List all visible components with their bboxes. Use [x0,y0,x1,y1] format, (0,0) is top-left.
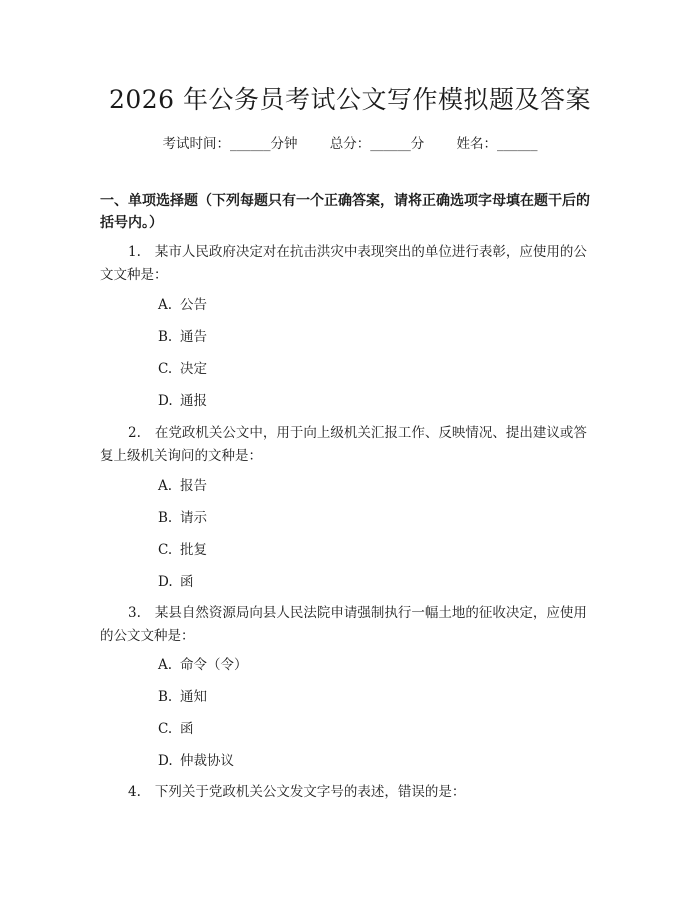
option-d [158,392,207,410]
total-score-unit: 分 [410,136,425,152]
option-letter: D. [158,753,173,769]
option-text: 仲裁协议 [180,753,234,769]
option-a [158,477,207,495]
question-stem [100,241,600,287]
option-d [158,573,194,591]
option-text: 请示 [180,510,207,526]
option-text: 报告 [180,478,207,494]
total-score-field [330,132,425,152]
total-score-blank: ______ [370,136,411,152]
option-text: 通报 [180,393,207,409]
option-text: 公告 [180,297,207,313]
page-title: 2026 年公务员考试公文写作模拟题及答案 [108,85,592,114]
option-letter: A. [158,297,173,313]
section-heading: 一、单项选择题（下列每题只有一个正确答案，请将正确选项字母填在题干后的括号内。） [100,193,590,231]
question-number: 2. [128,425,141,441]
option-text: 命令（令） [180,657,248,673]
question-stem [100,781,600,804]
exam-info-line [0,132,700,152]
question-text: 某市人民政府决定对在抗击洪灾中表现突出的单位进行表彰，应使用的公文文种是： [100,244,587,283]
exam-time-unit: 分钟 [270,136,298,152]
exam-time-blank: ______ [229,136,271,152]
option-c [158,720,194,738]
option-text: 函 [180,721,194,737]
question-stem [100,422,600,468]
option-text: 通告 [180,329,207,345]
question-number: 1. [128,244,141,260]
option-text: 决定 [180,361,207,377]
exam-time-label: 考试时间： [162,136,230,152]
option-d [158,752,234,770]
name-blank: ______ [497,136,538,152]
name-field [457,132,538,152]
option-letter: D. [158,393,173,409]
name-label: 姓名： [456,136,498,152]
question-number: 4. [128,784,141,800]
option-letter: A. [158,657,173,673]
option-c [158,360,207,378]
option-text: 通知 [180,689,207,705]
question-text: 在党政机关公文中，用于向上级机关汇报工作、反映情况、提出建议或答复上级机关询问的文种是： [100,425,587,464]
option-letter: C. [158,542,173,558]
question-text: 下列关于党政机关公文发文字号的表述，错误的是： [154,784,466,800]
option-letter: B. [158,329,173,345]
option-a [158,656,248,674]
question-stem [100,602,600,648]
exam-time-field [162,132,297,152]
option-b [158,688,207,706]
option-text: 批复 [180,542,207,558]
option-b [158,509,207,527]
option-a [158,296,207,314]
option-text: 函 [180,574,194,590]
option-c [158,541,207,559]
question-text: 某县自然资源局向县人民法院申请强制执行一幅土地的征收决定，应使用的公文文种是： [100,605,587,644]
question-number: 3. [128,605,141,621]
option-b [158,328,207,346]
option-letter: B. [158,510,173,526]
option-letter: A. [158,478,173,494]
total-score-label: 总分： [329,136,371,152]
option-letter: C. [158,721,173,737]
option-letter: C. [158,361,173,377]
option-letter: D. [158,574,173,590]
option-letter: B. [158,689,173,705]
